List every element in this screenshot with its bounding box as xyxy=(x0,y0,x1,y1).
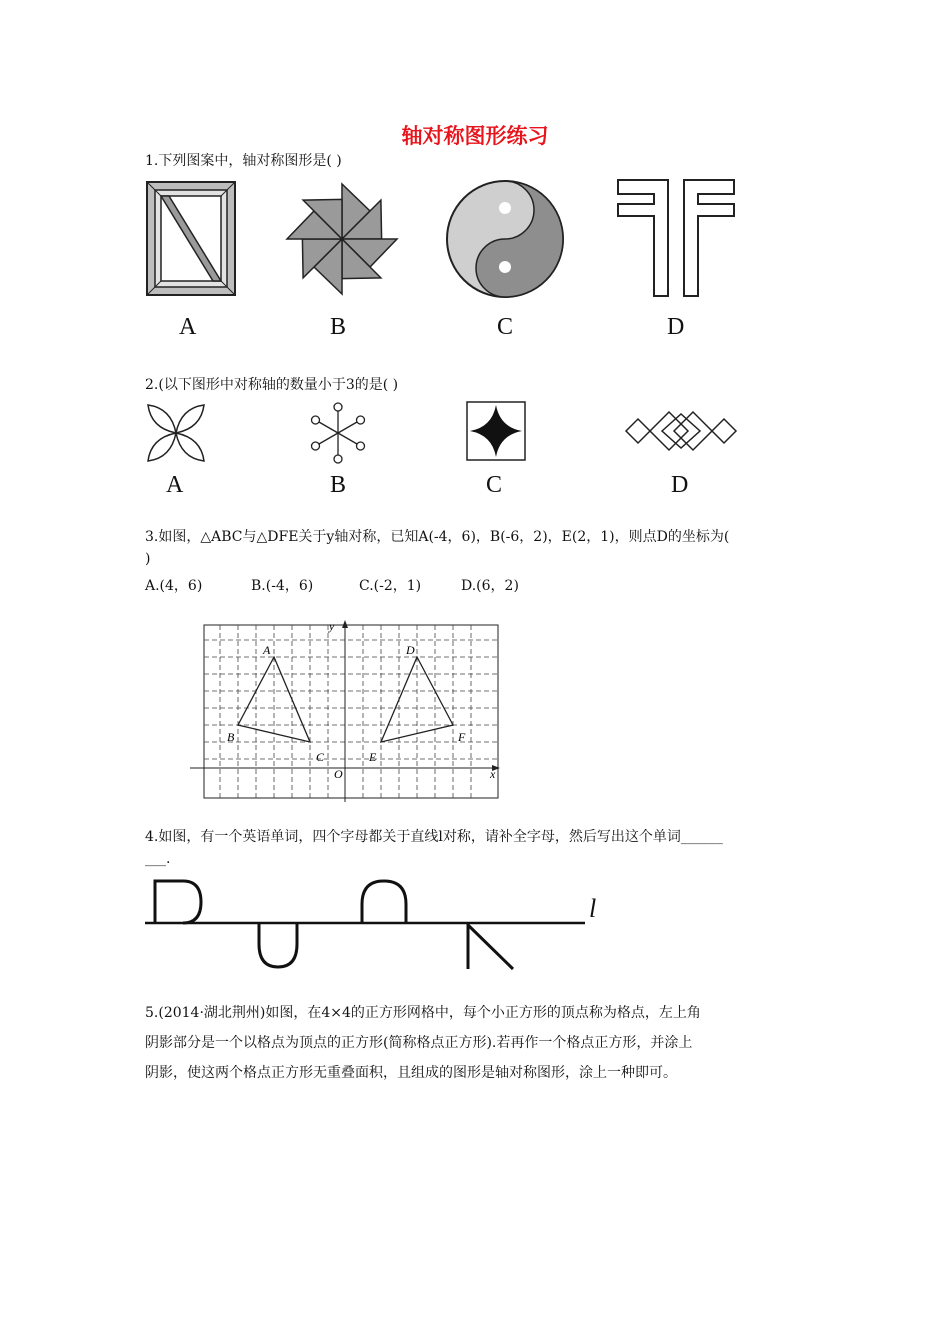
question-3-text-line2: ) xyxy=(145,551,151,567)
q1-option-a: A xyxy=(179,314,197,340)
q2-figure-a xyxy=(143,400,209,466)
point-a-label: A xyxy=(263,643,271,657)
q2-option-d: D xyxy=(671,472,689,498)
q2-figure-c xyxy=(466,401,528,463)
q3-coordinate-figure xyxy=(188,618,504,804)
question-4-text-line1: 4.如图，有一个英语单词，四个字母都关于直线l对称，请补全字母，然后写出这个单词______ xyxy=(145,829,723,845)
q4-letters-figure xyxy=(143,872,605,972)
q1-figure-d xyxy=(616,178,736,300)
x-axis-label: x xyxy=(490,767,496,781)
q5-line-2: 阴影部分是一个以格点为顶点的正方形(简称格点正方形).若再作一个格点正方形，并涂上 xyxy=(145,1035,693,1051)
y-axis-label: y xyxy=(329,619,335,633)
q5-line-3: 阴影，使这两个格点正方形无重叠面积，且组成的图形是轴对称图形，涂上一种即可。 xyxy=(145,1065,677,1081)
question-1-text: 1.下列图案中，轴对称图形是( ) xyxy=(145,153,342,169)
q3-choice-c: C.(-2，1) xyxy=(359,578,422,594)
line-l-label: l xyxy=(589,894,597,923)
q1-option-b: B xyxy=(330,314,347,340)
point-d-label: D xyxy=(406,643,415,657)
q2-figure-b xyxy=(305,400,371,466)
q3-choice-d: D.(6，2) xyxy=(461,578,519,594)
question-3-text-line1: 3.如图，△ABC与△DFE关于y轴对称，已知A(-4，6)，B(-6，2)，E(2，1)，则点D的坐标为( xyxy=(145,529,730,545)
q1-figure-b xyxy=(283,180,401,298)
point-c-label: C xyxy=(316,750,325,764)
q2-figure-d xyxy=(624,405,738,457)
question-4-text-line2: ___. xyxy=(145,851,171,867)
q1-figure-c xyxy=(444,178,566,300)
point-b-label: B xyxy=(227,730,235,744)
point-e-label: E xyxy=(369,750,377,764)
q3-choice-a: A.(4，6) xyxy=(145,578,203,594)
point-f-label: F xyxy=(458,730,466,744)
q2-option-b: B xyxy=(330,472,347,498)
q2-option-a: A xyxy=(166,472,184,498)
q5-line-1: 5.(2014·湖北荆州)如图，在4×4的正方形网格中，每个小正方形的顶点称为格点，左上角 xyxy=(145,1005,701,1021)
q1-option-c: C xyxy=(497,314,514,340)
question-5-text xyxy=(145,998,701,1088)
question-2-text: 2.(以下图形中对称轴的数量小于3的是( ) xyxy=(145,377,399,393)
q1-figure-a xyxy=(145,180,237,298)
q3-choice-b: B.(-4，6) xyxy=(251,578,314,594)
page-title: 轴对称图形练习 xyxy=(401,124,549,148)
origin-label: O xyxy=(334,767,343,781)
q2-option-c: C xyxy=(486,472,503,498)
q1-option-d: D xyxy=(667,314,685,340)
